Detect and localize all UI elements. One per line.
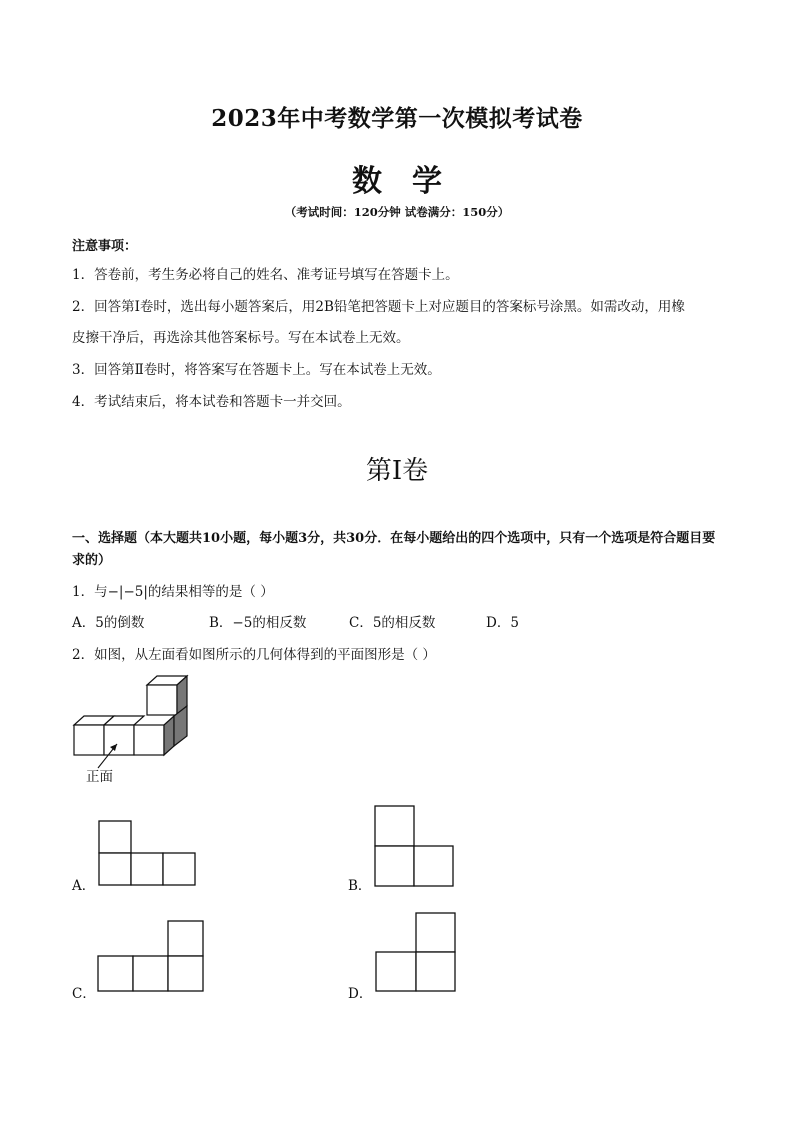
q1-option-b: B．−5的相反数 <box>209 615 307 631</box>
subject-title: 数学 <box>352 164 472 199</box>
note-item-1: 1．答卷前，考生务必将自己的姓名、准考证号填写在答题卡上。 <box>72 267 459 283</box>
q2-option-a-figure <box>98 820 196 886</box>
q1-option-c: C．5的相反数 <box>349 615 436 631</box>
note-item-2-cont: 皮擦干净后，再选涂其他答案标号。写在本试卷上无效。 <box>72 330 410 346</box>
front-label: 正面 <box>86 769 113 785</box>
q2-option-b-figure <box>374 805 454 887</box>
exam-title: 2023年中考数学第一次模拟考试卷 <box>211 105 583 132</box>
question-1-stem: 1．与−|−5|的结果相等的是（ ） <box>72 584 274 600</box>
section-title: 第Ⅰ卷 <box>365 456 429 486</box>
q2-option-c-figure <box>97 920 204 992</box>
q2-option-d-label: D． <box>348 986 373 1002</box>
q1-option-d: D．5 <box>486 615 519 631</box>
q2-option-a-label: A． <box>72 878 96 894</box>
question-2-stem: 2．如图，从左面看如图所示的几何体得到的平面图形是（ ） <box>72 647 436 663</box>
q2-option-b-label: B． <box>348 878 372 894</box>
note-item-4: 4．考试结束后，将本试卷和答题卡一并交回。 <box>72 394 351 410</box>
part-one-heading: 一、选择题（本大题共10小题，每小题3分，共30分．在每小题给出的四个选项中，只有一个选项是符合题目要求的） <box>72 531 716 568</box>
exam-info: （考试时间：120分钟 试卷满分：150分） <box>284 205 510 219</box>
note-item-2: 2．回答第Ⅰ卷时，选出每小题答案后，用2B铅笔把答题卡上对应题目的答案标号涂黑。如需改动，用橡 <box>72 299 685 315</box>
notes-heading: 注意事项： <box>72 239 138 254</box>
q1-option-a: A．5的倒数 <box>72 615 145 631</box>
q2-option-c-label: C． <box>72 986 96 1002</box>
q2-option-d-figure <box>375 912 457 992</box>
note-item-3: 3．回答第Ⅱ卷时，将答案写在答题卡上。写在本试卷上无效。 <box>72 362 441 378</box>
